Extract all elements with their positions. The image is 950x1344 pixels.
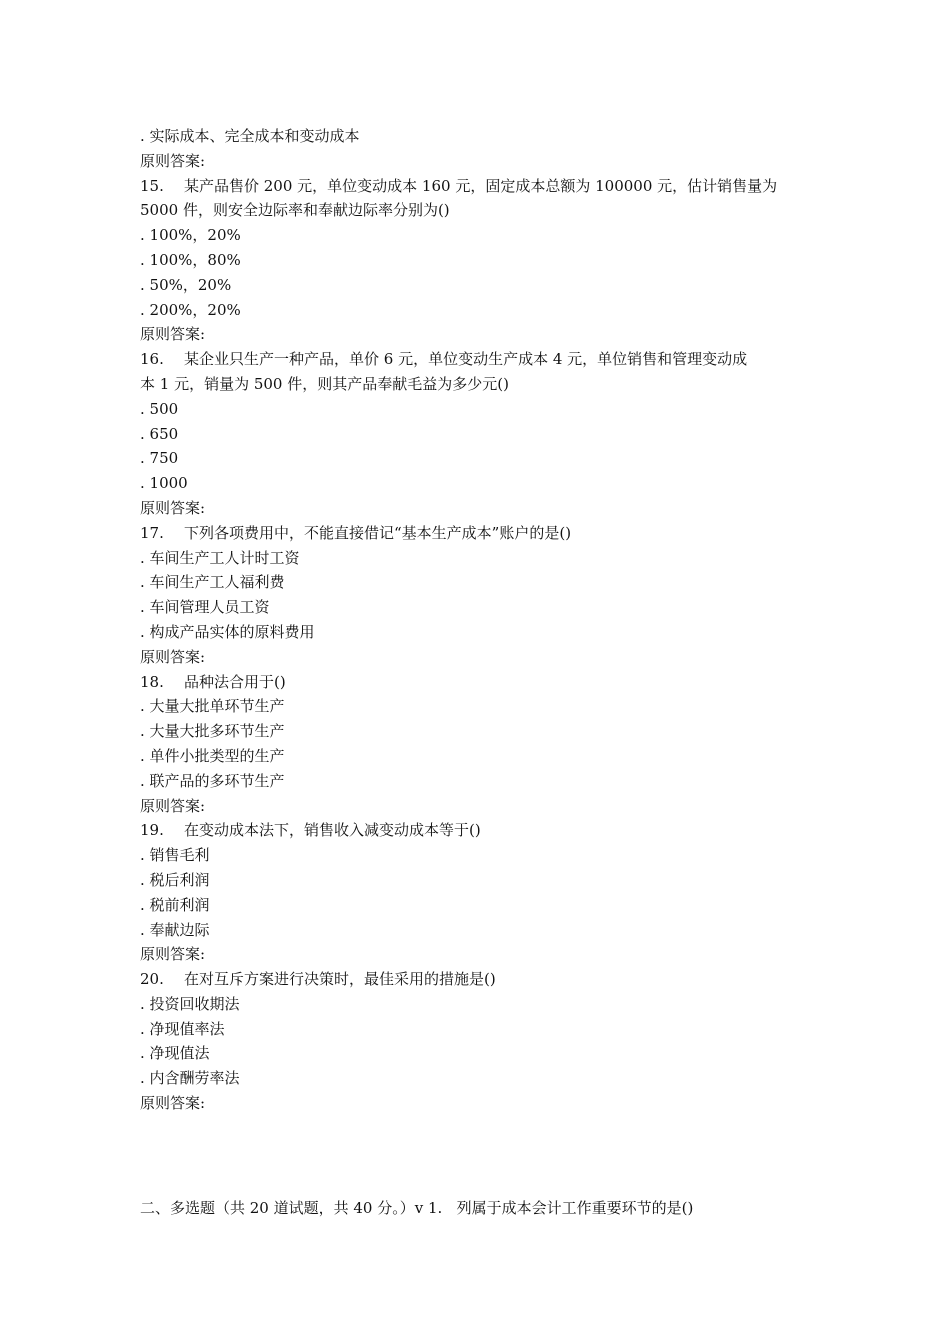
option-item: . 650 [140,424,179,443]
answer-label: 原则答案: [140,945,206,964]
question-number: 16. [140,350,164,369]
answer-label: 原则答案: [140,796,206,815]
answer-label: 原则答案: [140,151,206,170]
question-number: 19. [140,821,164,840]
question-text-line: 某产品售价 200 元，单位变动成本 160 元，固定成本总额为 100000 元，估计销售量为 [184,176,778,195]
option-item: . 750 [140,449,179,468]
option-item: . 车间管理人员工资 [140,598,270,617]
answer-label: 原则答案: [140,498,206,517]
question-number: 18. [140,672,164,691]
option-item: . 车间生产工人计时工资 [140,548,300,567]
question-text-continuation: 5000 件，则安全边际率和奉献边际率分别为() [140,201,450,220]
option-item: . 联产品的多环节生产 [140,771,285,790]
option-item: . 实际成本、完全成本和变动成本 [140,127,360,145]
option-item: . 投资回收期法 [140,994,240,1013]
question-number: 17. [140,523,164,542]
option-item: . 税前利润 [140,895,210,914]
question-17 [140,521,820,546]
option-item: . 奉献边际 [140,920,210,939]
option-item: . 50%，20% [140,275,232,294]
answer-label: 原则答案: [140,325,206,344]
question-text: 品种法合用于() [184,672,286,691]
question-number: 15. [140,176,164,195]
option-item: . 单件小批类型的生产 [140,746,285,765]
option-item: . 车间生产工人福利费 [140,573,285,592]
option-item: . 100%，80% [140,250,241,269]
question-text: 在对互斥方案进行决策时，最佳采用的措施是() [184,970,496,989]
option-item: . 500 [140,399,179,418]
section-header-multiple-choice: 二、多选题（共 20 道试题，共 40 分。）v 1. 列属于成本会计工作重要环节的是() [140,1199,694,1217]
option-item: . 大量大批单环节生产 [140,697,285,716]
question-15 [140,174,820,199]
question-list [140,124,820,1116]
question-text: 在变动成本法下，销售收入减变动成本等于() [184,821,481,840]
answer-label: 原则答案: [140,647,206,666]
option-item: . 1000 [140,474,188,493]
question-19 [140,818,820,843]
option-item: . 内含酬劳率法 [140,1069,240,1088]
option-item: . 销售毛利 [140,846,210,865]
option-item: . 200%，20% [140,300,241,319]
option-item: . 净现值率法 [140,1019,225,1038]
option-item: . 构成产品实体的原料费用 [140,622,315,641]
question-number: 20. [140,970,164,989]
question-text-continuation: 本 1 元，销量为 500 件，则其产品奉献毛益为多少元() [140,374,509,393]
question-16 [140,347,820,372]
question-20 [140,967,820,992]
question-18 [140,670,820,695]
question-text-line: 某企业只生产一种产品，单价 6 元，单位变动生产成本 4 元，单位销售和管理变动成 [184,350,748,369]
option-item: . 大量大批多环节生产 [140,722,285,741]
option-item: . 税后利润 [140,870,210,889]
option-item: . 净现值法 [140,1044,210,1063]
question-text: 下列各项费用中，不能直接借记“基本生产成本”账户的是() [184,523,572,542]
option-item: . 100%，20% [140,226,241,245]
answer-label: 原则答案: [140,1094,206,1113]
